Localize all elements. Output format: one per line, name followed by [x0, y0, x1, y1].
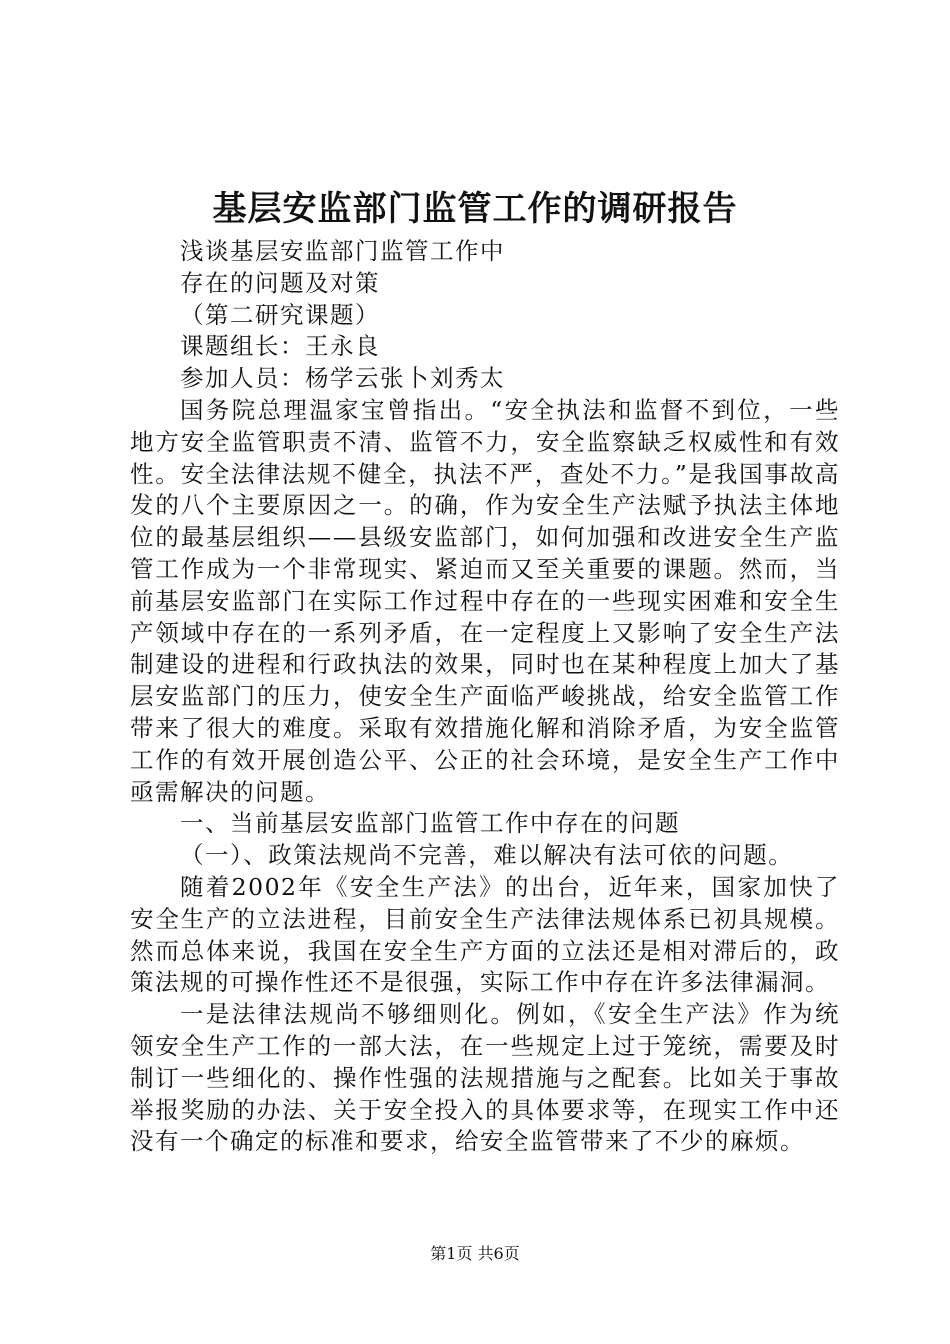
page-number-footer: 第1页 共6页 [430, 1244, 520, 1263]
intro-paragraph: 国务院总理温家宝曾指出。“安全执法和监督不到位，一些地方安全监管职责不清、监管不力，安全监察缺乏权威性和有效性。安全法律法规不健全，执法不严，查处不力。”是我国事故高发的八个主要原因之一。的确，作为安全生产法赋予执法主体地位的最基层组织——县级安监部门，如何加强和改进安全生产监管工作成为一个非常现实、紧迫而又至关重要的课题。然而，当前基层安监部门在实际工作过程中存在的一些现实困难和安全生产领域中存在的一系列矛盾，在一定程度上又影响了安全生产法制建设的进程和行政执法的效果，同时也在某种程度上加大了基层安监部门的压力，使安全生产面临严峻挑战，给安全监管工作带来了很大的难度。采取有效措施化解和消除矛盾，为安全监管工作的有效开展创造公平、公正的社会环境，是安全生产工作中亟需解决的问题。 [130, 395, 840, 806]
document-body [130, 236, 840, 1158]
participants-line: 参加人员：杨学云张卜刘秀太 [180, 364, 505, 393]
subtitle-line-2: 存在的问题及对策 [180, 268, 380, 297]
body-paragraph: 一是法律法规尚不够细则化。例如，《安全生产法》作为统领安全生产工作的一部大法，在一些规定上过于笼统，需要及时制订一些细化的、操作性强的法规措施与之配套。比如关于事故举报奖励的办法、关于安全投入的具体要求等，在现实工作中还没有一个确定的标准和要求，给安全监管带来了不少的麻烦。 [130, 1000, 840, 1156]
subsection-heading: （一）、政策法规尚不完善，难以解决有法可依的问题。 [180, 841, 794, 870]
body-paragraph: 随着2002年《安全生产法》的出台，近年来，国家加快了安全生产的立法进程，目前安全生产法律法规体系已初具规模。然而总体来说，我国在安全生产方面的立法还是相对滞后的，政策法规的可操作性还不是很强，实际工作中存在许多法律漏洞。 [130, 872, 840, 997]
group-leader-line: 课题组长：王永良 [180, 332, 380, 361]
research-topic-label: （第二研究课题） [180, 300, 380, 329]
subtitle-line-1: 浅谈基层安监部门监管工作中 [180, 237, 505, 265]
section-heading: 一、当前基层安监部门监管工作中存在的问题 [180, 809, 680, 838]
document-title: 基层安监部门监管工作的调研报告 [212, 189, 738, 229]
